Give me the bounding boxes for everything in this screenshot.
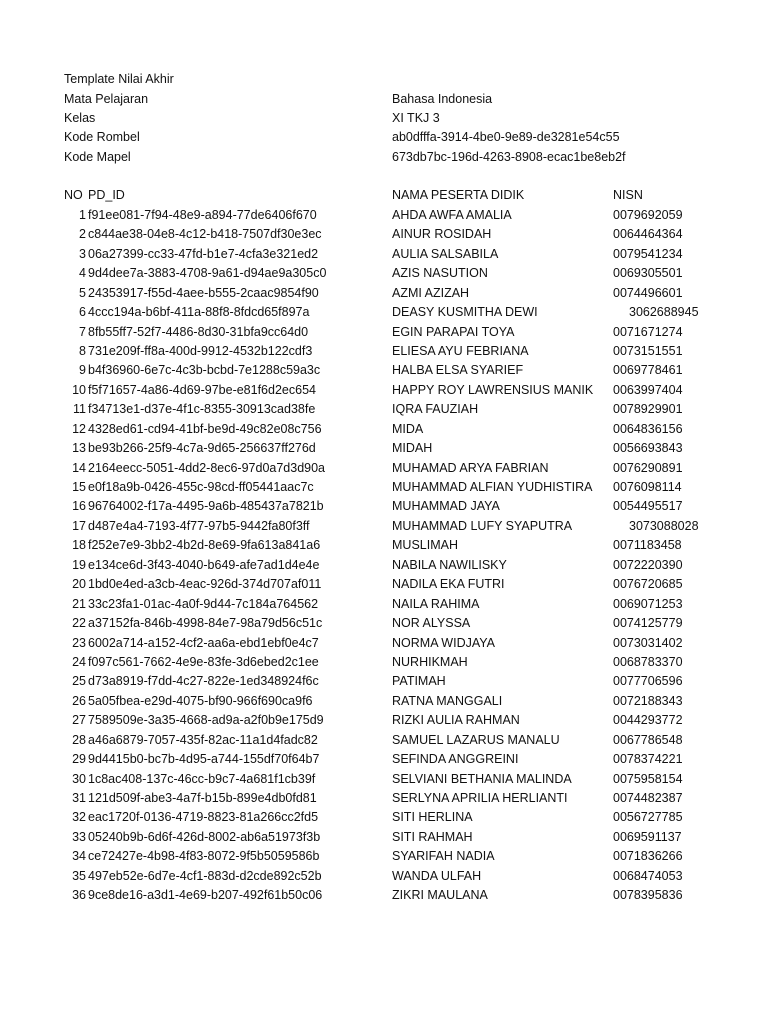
row-nisn: 0071183458 <box>613 538 682 553</box>
row-nisn: 0079541234 <box>613 246 683 261</box>
row-nama: EGIN PARAPAI TOYA <box>392 324 515 339</box>
table-row <box>0 867 768 885</box>
row-no: 22 <box>72 616 86 630</box>
row-nama: ELIESA AYU FEBRIANA <box>392 344 529 358</box>
row-nisn: 0069778461 <box>613 363 683 378</box>
row-nisn: 0075958154 <box>613 771 683 786</box>
row-nisn: 0073031402 <box>613 635 683 650</box>
header-nisn: NISN <box>613 188 643 202</box>
row-no: 17 <box>72 518 86 533</box>
row-no: 6 <box>79 305 86 320</box>
row-pd-id: f5f71657-4a86-4d69-97be-e81f6d2ec654 <box>88 382 316 397</box>
row-no: 11 <box>73 402 86 417</box>
row-pd-id: 5a05fbea-e29d-4075-bf90-966f690ca9f6 <box>88 693 313 708</box>
table-row <box>0 517 768 535</box>
table-row <box>0 264 768 282</box>
row-nisn: 0073151551 <box>613 344 683 358</box>
row-nisn: 0063997404 <box>613 382 683 397</box>
table-row <box>0 808 768 826</box>
table-row <box>0 789 768 807</box>
header-nama: NAMA PESERTA DIDIK <box>392 188 525 202</box>
row-nama: AZIS NASUTION <box>392 266 488 281</box>
row-nisn: 0064464364 <box>613 227 683 242</box>
row-nisn: 0056727785 <box>613 810 683 825</box>
row-no: 29 <box>72 752 86 766</box>
row-no: 8 <box>79 344 86 358</box>
row-pd-id: 05240b9b-6d6f-426d-8002-ab6a51973f3b <box>88 829 321 844</box>
row-no: 5 <box>79 285 86 300</box>
row-nama: MUHAMMAD LUFY SYAPUTRA <box>392 518 573 533</box>
table-row <box>0 556 768 574</box>
row-nisn: 0071836266 <box>613 849 683 864</box>
row-nama: SEFINDA ANGGREINI <box>392 752 519 766</box>
row-nama: SITI HERLINA <box>392 810 473 825</box>
row-nama: RATNA MANGGALI <box>392 693 503 708</box>
table-row <box>0 770 768 788</box>
row-no: 25 <box>72 674 86 689</box>
field-value-kode-rombel: ab0dfffa-3914-4be0-9e89-de3281e54c55 <box>392 130 620 144</box>
row-no: 16 <box>72 499 86 514</box>
row-no: 23 <box>72 635 86 650</box>
row-nama: HALBA ELSA SYARIEF <box>392 363 524 378</box>
table-row <box>0 478 768 496</box>
row-nama: MUSLIMAH <box>392 538 458 553</box>
row-nama: RIZKI AULIA RAHMAN <box>392 713 520 728</box>
row-pd-id: a37152fa-846b-4998-84e7-98a79d56c51c <box>88 616 323 630</box>
row-nama: HAPPY ROY LAWRENSIUS MANIK <box>392 382 594 397</box>
row-nisn: 0072188343 <box>613 693 683 708</box>
row-nama: SELVIANI BETHANIA MALINDA <box>392 771 572 786</box>
row-pd-id: d487e4a4-7193-4f77-97b5-9442fa80f3ff <box>88 518 310 533</box>
table-header <box>0 186 768 204</box>
table-row <box>0 439 768 457</box>
row-no: 14 <box>72 460 86 475</box>
row-no: 2 <box>79 227 86 242</box>
row-pd-id: d73a8919-f7dd-4c27-822e-1ed348924f6c <box>88 674 319 689</box>
table-row <box>0 828 768 846</box>
row-no: 12 <box>72 421 86 436</box>
row-pd-id: 1c8ac408-137c-46cc-b9c7-4a681f1cb39f <box>88 771 316 786</box>
table-row <box>0 886 768 904</box>
row-nama: NAILA RAHIMA <box>392 596 480 611</box>
row-pd-id: 06a27399-cc33-47fd-b1e7-4cfa3e321ed2 <box>88 246 319 261</box>
row-no: 15 <box>72 480 86 494</box>
row-pd-id: f252e7e9-3bb2-4b2d-8e69-9fa613a841a6 <box>88 538 321 553</box>
row-nisn: 0068783370 <box>613 654 683 669</box>
row-pd-id: 1bd0e4ed-a3cb-4eac-926d-374d707af011 <box>88 577 322 592</box>
row-nisn: 0064836156 <box>613 421 683 436</box>
row-nisn: 0069305501 <box>613 266 683 281</box>
row-nama: NOR ALYSSA <box>392 616 471 630</box>
row-no: 26 <box>72 693 86 708</box>
row-nisn: 0078929901 <box>613 402 683 417</box>
row-nisn: 0054495517 <box>613 499 683 514</box>
row-no: 9 <box>79 363 86 378</box>
field-label-mata-pelajaran: Mata Pelajaran <box>64 92 149 106</box>
header-no: NO <box>64 188 83 202</box>
row-no: 30 <box>72 771 86 786</box>
row-pd-id: c844ae38-04e8-4c12-b418-7507df30e3ec <box>88 227 322 242</box>
table-row <box>0 614 768 632</box>
field-value-kelas: XI TKJ 3 <box>392 111 440 125</box>
table-row <box>0 575 768 593</box>
row-pd-id: b4f36960-6e7c-4c3b-bcbd-7e1288c59a3c <box>88 363 321 378</box>
row-nisn: 3073088028 <box>629 518 699 533</box>
row-nama: SITI RAHMAH <box>392 829 473 844</box>
row-no: 27 <box>72 713 86 728</box>
row-nisn: 0074496601 <box>613 285 683 300</box>
row-nama: NORMA WIDJAYA <box>392 635 496 650</box>
row-nisn: 0076720685 <box>613 577 683 592</box>
row-nisn: 0067786548 <box>613 732 683 747</box>
field-value-mata-pelajaran: Bahasa Indonesia <box>392 92 493 106</box>
table-row <box>0 672 768 690</box>
row-no: 31 <box>72 790 86 805</box>
row-pd-id: f91ee081-7f94-48e9-a894-77de6406f670 <box>88 208 317 222</box>
table-row <box>0 595 768 613</box>
field-label-kode-rombel: Kode Rombel <box>64 130 140 144</box>
row-no: 33 <box>72 829 86 844</box>
row-nama: MUHAMMAD ALFIAN YUDHISTIRA <box>392 480 593 494</box>
row-pd-id: 96764002-f17a-4495-9a6b-485437a7821b <box>88 499 324 514</box>
row-nisn: 0074482387 <box>613 790 683 805</box>
table-row <box>0 420 768 438</box>
row-no: 24 <box>72 654 86 669</box>
row-no: 7 <box>79 324 86 339</box>
table-row <box>0 225 768 243</box>
row-pd-id: 4ccc194a-b6bf-411a-88f8-8fdcd65f897a <box>88 305 310 320</box>
table-row <box>0 342 768 360</box>
row-pd-id: f34713e1-d37e-4f1c-8355-30913cad38fe <box>88 402 316 417</box>
row-pd-id: 121d509f-abe3-4a7f-b15b-899e4db0fd81 <box>88 790 317 805</box>
row-nama: SAMUEL LAZARUS MANALU <box>392 732 560 747</box>
row-pd-id: 497eb52e-6d7e-4cf1-883d-d2cde892c52b <box>88 868 322 883</box>
row-no: 20 <box>72 577 86 592</box>
table-row <box>0 303 768 321</box>
row-nisn: 0076098114 <box>613 480 682 494</box>
row-nama: MIDA <box>392 421 424 436</box>
row-nisn: 0076290891 <box>613 460 683 475</box>
row-pd-id: 2164eecc-5051-4dd2-8ec6-97d0a7d3d90a <box>88 460 326 475</box>
row-nisn: 0044293772 <box>613 713 683 728</box>
row-nama: ZIKRI MAULANA <box>392 888 488 902</box>
table-row <box>0 323 768 341</box>
row-no: 35 <box>72 868 86 883</box>
row-no: 10 <box>72 382 86 397</box>
row-no: 18 <box>72 538 86 553</box>
table-row <box>0 206 768 224</box>
row-nisn: 0068474053 <box>613 868 683 883</box>
row-nisn: 0072220390 <box>613 557 683 572</box>
row-no: 4 <box>79 266 86 281</box>
field-label-kode-mapel: Kode Mapel <box>64 150 131 164</box>
field-label-kelas: Kelas <box>64 111 96 125</box>
row-no: 3 <box>79 246 86 261</box>
table-row <box>0 847 768 865</box>
row-nama: WANDA ULFAH <box>392 868 482 883</box>
row-pd-id: 731e209f-ff8a-400d-9912-4532b122cdf3 <box>88 344 313 358</box>
row-no: 32 <box>72 810 86 825</box>
document-title: Template Nilai Akhir <box>64 72 174 86</box>
row-nama: AHDA AWFA AMALIA <box>392 208 512 222</box>
row-pd-id: ce72427e-4b98-4f83-8072-9f5b5059586b <box>88 849 320 864</box>
row-nama: AZMI AZIZAH <box>392 285 470 300</box>
row-nama: AINUR ROSIDAH <box>392 227 492 242</box>
table-row <box>0 361 768 379</box>
row-nama: IQRA FAUZIAH <box>392 402 479 417</box>
row-nisn: 0069071253 <box>613 596 683 611</box>
table-row <box>0 634 768 652</box>
table-row <box>0 245 768 263</box>
row-pd-id: 9d4dee7a-3883-4708-9a61-d94ae9a305c0 <box>88 266 327 281</box>
row-nama: MUHAMAD ARYA FABRIAN <box>392 460 549 475</box>
row-nama: AULIA SALSABILA <box>392 246 499 261</box>
row-nama: SERLYNA APRILIA HERLIANTI <box>392 790 568 805</box>
row-pd-id: 8fb55ff7-52f7-4486-8d30-31bfa9cc64d0 <box>88 324 309 339</box>
row-nisn: 0069591137 <box>613 829 682 844</box>
table-row <box>0 400 768 418</box>
row-pd-id: 24353917-f55d-4aee-b555-2caac9854f90 <box>88 285 319 300</box>
table-row <box>0 459 768 477</box>
row-pd-id: be93b266-25f9-4c7a-9d65-256637ff276d <box>88 441 316 456</box>
row-pd-id: e134ce6d-3f43-4040-b649-afe7ad1d4e4e <box>88 557 320 572</box>
table-row <box>0 692 768 710</box>
row-nisn: 0079692059 <box>613 208 683 222</box>
row-nama: NURHIKMAH <box>392 654 468 669</box>
row-nisn: 0078395836 <box>613 888 683 902</box>
table-row <box>0 653 768 671</box>
row-no: 34 <box>72 849 86 864</box>
row-nisn: 0077706596 <box>613 674 683 689</box>
row-nisn: 0071671274 <box>613 324 683 339</box>
table-row <box>0 284 768 302</box>
row-pd-id: 4328ed61-cd94-41bf-be9d-49c82e08c756 <box>88 421 322 436</box>
row-nama: PATIMAH <box>392 674 446 689</box>
header-pd-id: PD_ID <box>88 188 125 202</box>
table-row <box>0 711 768 729</box>
row-nama: MUHAMMAD JAYA <box>392 499 500 514</box>
row-no: 21 <box>72 596 86 611</box>
table-row <box>0 497 768 515</box>
field-value-kode-mapel: 673db7bc-196d-4263-8908-ecac1be8eb2f <box>392 150 626 164</box>
row-pd-id: 7589509e-3a35-4668-ad9a-a2f0b9e175d9 <box>88 713 324 728</box>
row-no: 19 <box>72 557 86 572</box>
row-pd-id: e0f18a9b-0426-455c-98cd-ff05441aac7c <box>88 480 314 494</box>
row-nama: NABILA NAWILISKY <box>392 557 507 572</box>
row-nisn: 3062688945 <box>629 305 699 320</box>
row-nisn: 0074125779 <box>613 616 683 630</box>
table-row <box>0 536 768 554</box>
row-no: 13 <box>72 441 86 456</box>
row-pd-id: a46a6879-7057-435f-82ac-11a1d4fadc82 <box>88 732 318 747</box>
row-pd-id: 9ce8de16-a3d1-4e69-b207-492f61b50c06 <box>88 888 323 902</box>
row-pd-id: 6002a714-a152-4cf2-aa6a-ebd1ebf0e4c7 <box>88 635 319 650</box>
row-pd-id: f097c561-7662-4e9e-83fe-3d6ebed2c1ee <box>88 654 319 669</box>
row-no: 1 <box>79 208 86 222</box>
row-pd-id: eac1720f-0136-4719-8823-81a266cc2fd5 <box>88 810 319 825</box>
row-nama: SYARIFAH NADIA <box>392 849 495 864</box>
table-row <box>0 750 768 768</box>
row-pd-id: 33c23fa1-01ac-4a0f-9d44-7c184a764562 <box>88 596 319 611</box>
row-nisn: 0078374221 <box>613 752 683 766</box>
row-nama: MIDAH <box>392 441 433 456</box>
row-no: 28 <box>72 732 86 747</box>
row-nama: NADILA EKA FUTRI <box>392 577 505 592</box>
row-nama: DEASY KUSMITHA DEWI <box>392 305 538 320</box>
table-row <box>0 731 768 749</box>
row-no: 36 <box>72 888 86 902</box>
row-pd-id: 9d4415b0-bc7b-4d95-a744-155df70f64b7 <box>88 752 320 766</box>
row-nisn: 0056693843 <box>613 441 683 456</box>
table-row <box>0 381 768 399</box>
